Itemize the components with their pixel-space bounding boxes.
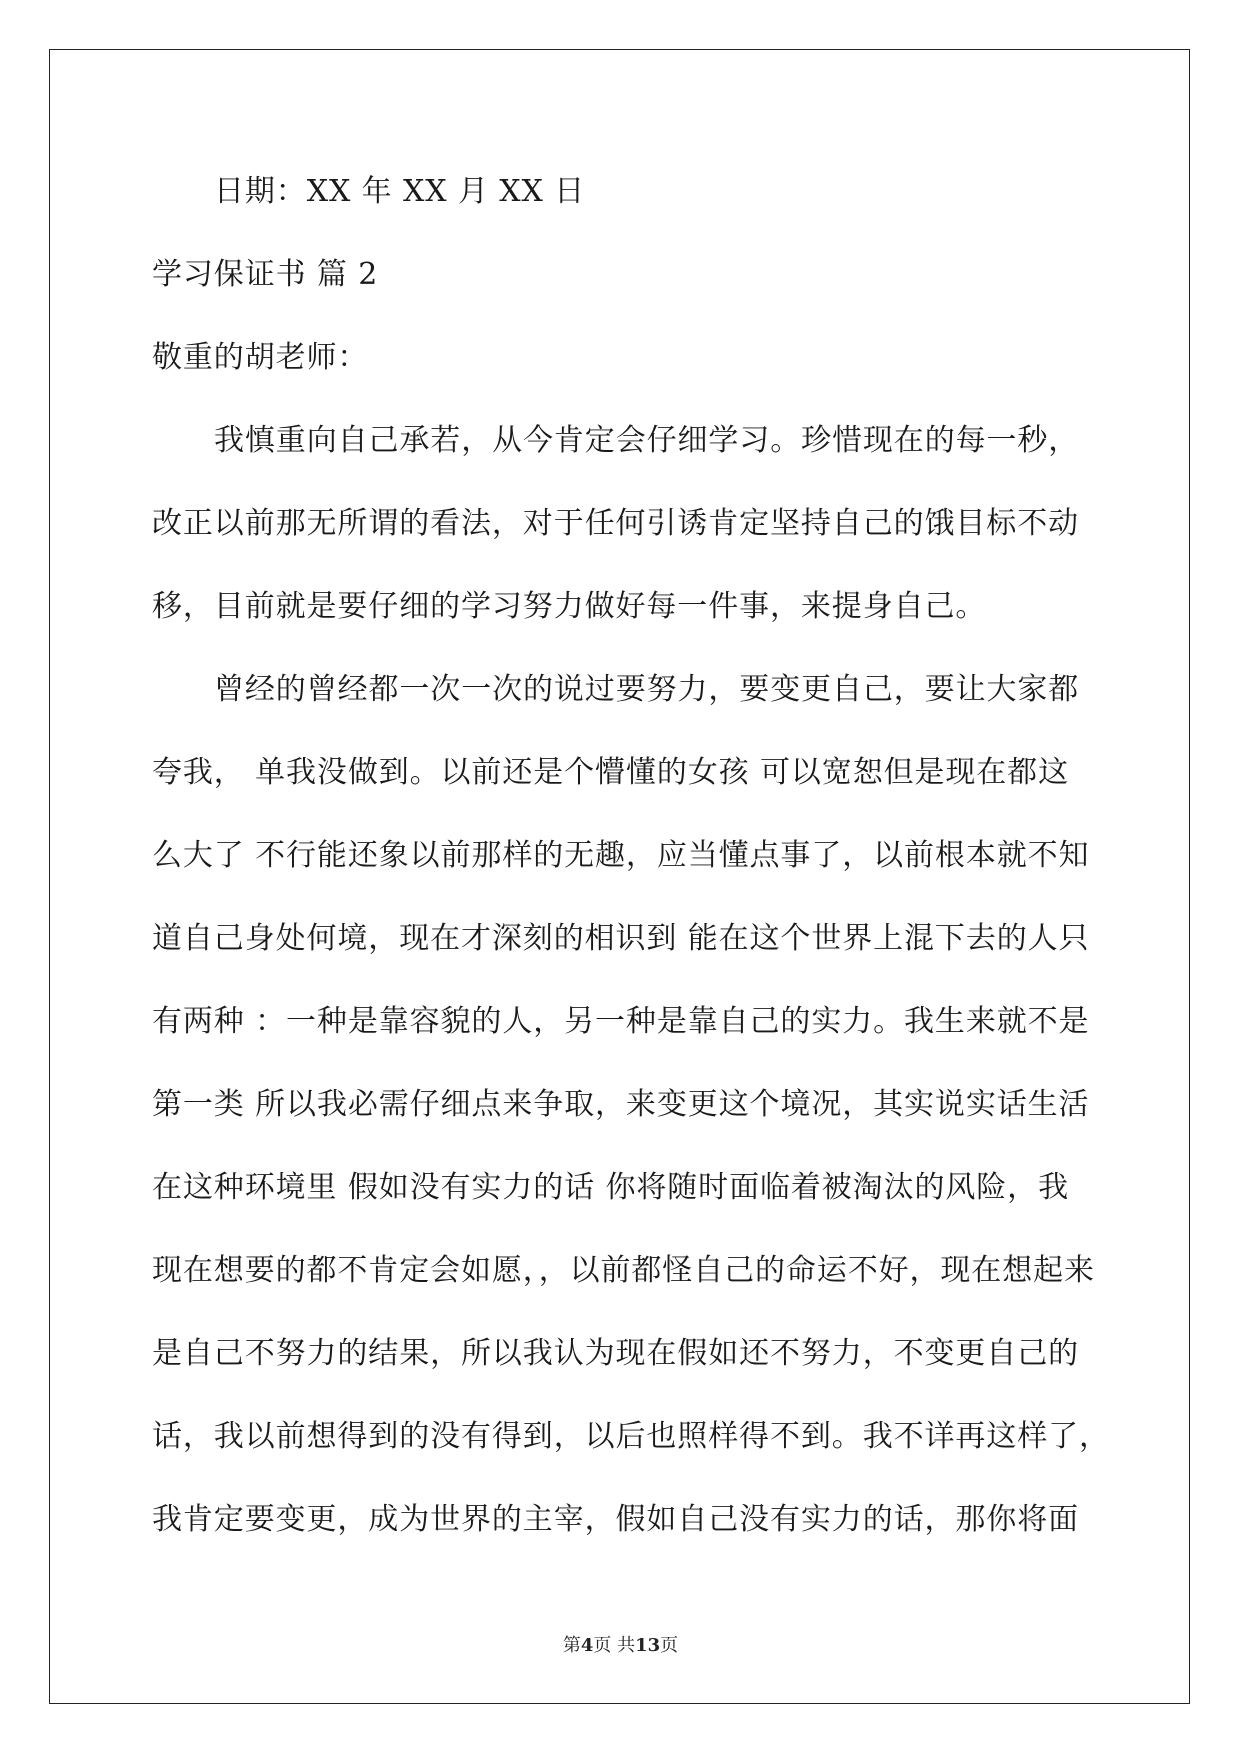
paragraph-line: 有两种 ：一种是靠容貌的人，另一种是靠自己的实力。我生来就不是	[152, 1004, 1090, 1039]
paragraph-line: 移，目前就是要仔细的学习努力做好每一件事，来提身自己。	[152, 589, 987, 624]
footer-total-pages: 13	[635, 1635, 661, 1656]
paragraph-2	[152, 648, 1110, 1561]
paragraph-line: 第一类 所以我必需仔细点来争取，来变更这个境况，其实说实话生活	[152, 1087, 1090, 1122]
paragraph-line: 道自己身处何境，现在才深刻的相识到 能在这个世界上混下去的人只	[152, 921, 1090, 956]
paragraph-line: 么大了 不行能还象以前那样的无趣，应当懂点事了，以前根本就不知	[152, 838, 1090, 873]
footer-prefix: 第	[562, 1635, 581, 1656]
date-line: 日期：XX 年 XX 月 XX 日	[214, 174, 586, 209]
paragraph-line: 现在想要的都不肯定会如愿，，以前都怪自己的命运不好，现在想起来	[152, 1253, 1095, 1288]
document-body	[152, 150, 1110, 1561]
paragraph-line: 是自己不努力的结果，所以我认为现在假如还不努力，不变更自己的	[152, 1336, 1079, 1371]
footer-suffix: 页	[660, 1635, 679, 1656]
paragraph-line: 在这种环境里 假如没有实力的话 你将随时面临着被淘汰的风险，我	[152, 1170, 1069, 1205]
paragraph-line: 话，我以前想得到的没有得到，以后也照样得不到。我不详再这样了，	[152, 1419, 1110, 1454]
footer-middle: 页 共	[593, 1635, 636, 1656]
paragraph-line: 改正以前那无所谓的看法，对于任何引诱肯定坚持自己的饿目标不动	[152, 506, 1079, 541]
paragraph-1	[152, 399, 1092, 648]
salutation: 敬重的胡老师：	[152, 340, 369, 375]
paragraph-line: 曾经的曾经都一次一次的说过要努力，要变更自己，要让大家都	[214, 672, 1080, 707]
section-title: 学习保证书 篇 2	[152, 257, 379, 292]
page-footer	[0, 1634, 1241, 1658]
footer-page-number: 4	[580, 1635, 594, 1656]
paragraph-line: 夸我， 单我没做到。以前还是个懵懂的女孩 可以宽恕但是现在都这	[152, 755, 1069, 790]
paragraph-line: 我肯定要变更，成为世界的主宰，假如自己没有实力的话，那你将面	[152, 1502, 1079, 1537]
paragraph-line: 我慎重向自己承若，从今肯定会仔细学习。珍惜现在的每一秒，	[214, 423, 1080, 458]
